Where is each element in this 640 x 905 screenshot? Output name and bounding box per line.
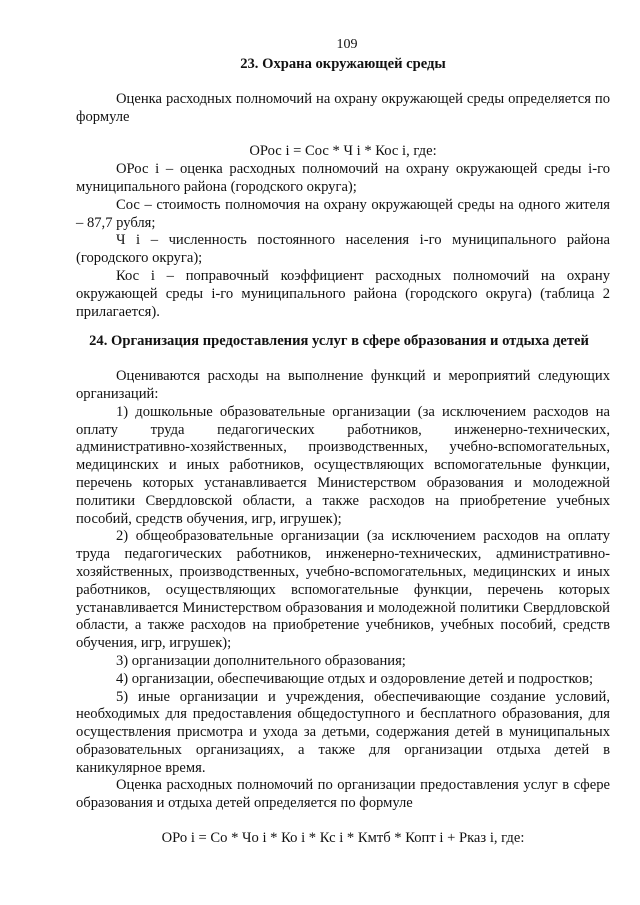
definition-kos: Кос i – поправочный коэффициент расходных полномочий на охрану окружающей среды i-го муниципального района (городского округа) (таблица 2 прилагается). [76,267,610,320]
list-item-additional-education: 3) организации дополнительного образования; [116,652,406,669]
definition-oros: ОРос i – оценка расходных полномочий на охрану окружающей среды i-го муниципального района (городского округа); [76,161,610,195]
section-23-heading: 23. Охрана окружающей среды [240,56,446,72]
section-23-intro: Оценка расходных полномочий на охрану окружающей среды определяется по формуле [76,90,610,125]
section-24-heading: 24. Организация предоставления услуг в сфере образования и отдыха детей [89,333,589,350]
definition-sos: Сос – стоимость полномочия на охрану окружающей среды на одного жителя – 87,7 рубля; [76,196,610,231]
definition-ch: Ч i – численность постоянного населения i-го муниципального района (городского округа); [76,232,610,267]
list-item-general-education: 2) общеобразовательные организации (за исключением расходов на оплату труда педагогических работников, инженерно-технических, административно-хозяйственных, производственных, учебно-вспомогательных, медицинских и иных работников, осуществляющих вспомогательные функции, перечень которых устанавливается Министерством образования и молодежной политики Свердловской области, а также расходов на приобретение учебников, учебных пособий, средств обучения, игр, игрушек); [76,528,610,652]
list-item-other-organizations: 5) иные организации и учреждения, обеспечивающие создание условий, необходимых для предоставления общедоступного и бесплатного образования, для осуществления присмотра и ухода за детьми, содержания детей в муниципальных образовательных организациях, а также для организации отдыха детей в каникулярное время. [76,688,610,776]
section-24-outro: Оценка расходных полномочий по организации предоставления услуг в сфере образования и отдыха детей определяется по формуле [76,777,610,812]
document-page [76,36,610,848]
list-item-recreation: 4) организации, обеспечивающие отдых и оздоровление детей и подростков; [116,670,594,687]
section-24-intro: Оцениваются расходы на выполнение функций и мероприятий следующих организаций: [76,368,610,402]
section-23-formula: ОРос i = Сос * Ч i * Кос i, где: [249,143,437,160]
page-number: 109 [336,37,358,52]
section-24-formula: ОРо i = Со * Чо i * Ко i * Кс i * Кмтб * Копт i + Рказ i, где: [161,830,525,847]
list-item-preschool: 1) дошкольные образовательные организации (за исключением расходов на оплату труда педагогических работников, инженерно-технических, административно-хозяйственных, производственных, учебно-вспомогательных, медицинских и иных работников, осуществляющих вспомогательные функции, перечень которых устанавливается Министерством образования и молодежной политики Свердловской области, а также расходов на приобретение учебных пособий, средств обучения, игр, игрушек); [76,403,610,527]
